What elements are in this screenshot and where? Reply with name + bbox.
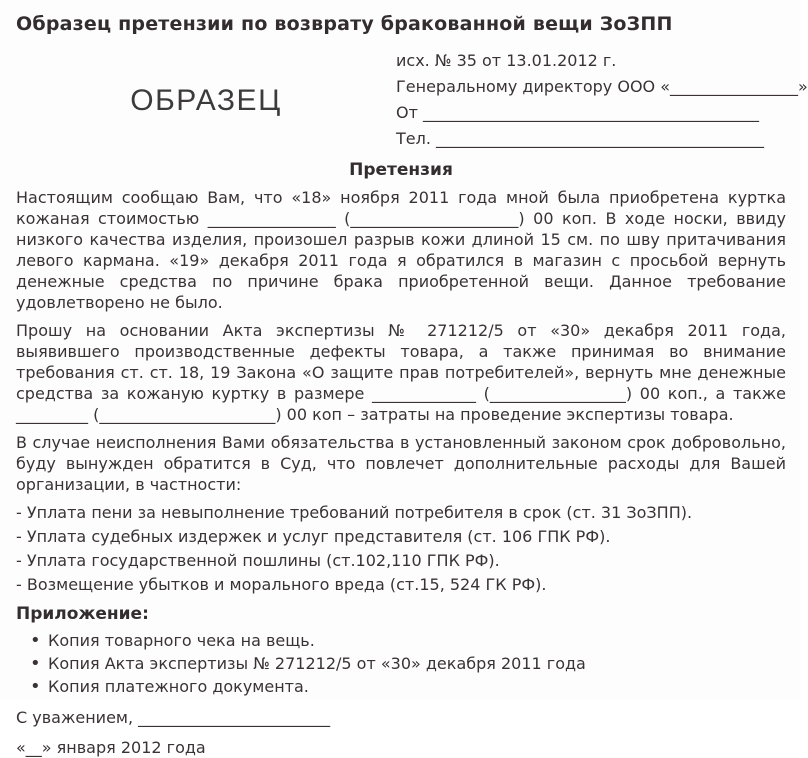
addressee-line: Генеральному директору ООО «________________»	[396, 77, 808, 96]
date-line: «__» января 2012 года	[16, 738, 206, 757]
signature-line: С уважением, ________________________	[16, 708, 331, 727]
consequence-item-state-duty: - Уплата государственной пошлины (ст.102,110 ГПК РФ).	[16, 551, 500, 570]
consequences-list	[16, 502, 786, 596]
consequence-item-damages: - Возмещение убытков и морального вреда (ст.15, 524 ГК РФ).	[16, 575, 547, 594]
addressee-block	[396, 48, 808, 152]
sample-stamp-area	[16, 48, 396, 152]
claim-heading: Претензия	[349, 160, 453, 180]
attachment-item-payment-document: • Копия платежного документа.	[26, 676, 786, 698]
attachments-heading: Приложение:	[16, 604, 149, 624]
consequence-item-court-costs: - Уплата судебных издержек и услуг представителя (ст. 106 ГПК РФ).	[16, 527, 611, 546]
sample-stamp: ОБРАЗЕЦ	[130, 83, 282, 117]
from-line: От __________________________________________	[396, 103, 759, 122]
attachment-item-receipt: • Копия товарного чека на вещь.	[26, 630, 786, 652]
document-header	[16, 48, 808, 152]
claim-paragraph-demand: Прошу на основании Акта экспертизы № 271212/5 от «30» декабря 2011 года, выявившего производственные дефекты товара, а также принимая во внимание требования ст. ст. 18, 19 Закона «О защите прав потребителей», вернуть мне денежные средства за кожаную куртку в размере _____________ (_________________) 00 коп., а также _________ (______________________) 00 коп – затраты на проведение экспертизы товара.	[16, 321, 786, 424]
attachments-list	[16, 630, 786, 698]
attachment-item-expertise-act: • Копия Акта экспертизы № 271212/5 от «30» декабря 2011 года	[26, 653, 786, 675]
phone-line: Тел. _________________________________________	[396, 129, 765, 148]
claim-paragraph-consequences-intro: В случае неисполнения Вами обязательства в установленный законом срок добровольно, буду вынужден обратится в Суд, что повлечет дополнительные расходы для Вашей организации, в частности:	[16, 433, 786, 494]
consequence-item-penalty: - Уплата пени за невыполнение требований потребителя в срок (ст. 31 ЗоЗПП).	[16, 503, 693, 522]
outgoing-ref-line: исх. № 35 от 13.01.2012 г.	[396, 51, 617, 70]
page-title: Образец претензии по возврату бракованной вещи ЗоЗПП	[16, 13, 673, 35]
claim-paragraph-purchase: Настоящим сообщаю Вам, что «18» ноября 2011 года мной была приобретена куртка кожаная стоимостью ________________ (_____________________) 00 коп. В ходе носки, ввиду низкого качества изделия, произошел разрыв кожи длиной 15 см. по шву притачивания левого кармана. «19» декабря 2011 года я обратился в магазин с просьбой вернуть денежные средства по причине брака приобретенной вещи. Данное требование удовлетворено не было.	[16, 188, 786, 312]
